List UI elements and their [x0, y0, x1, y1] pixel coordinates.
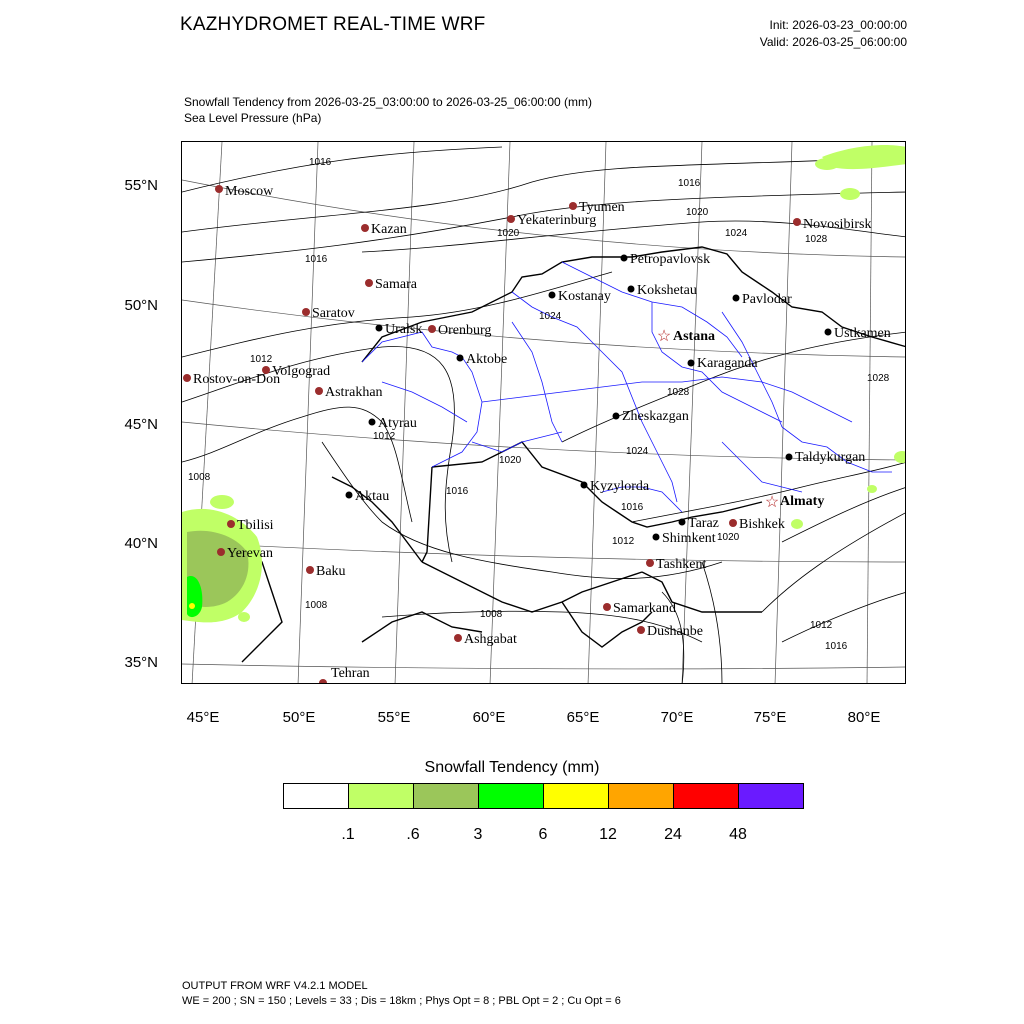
city-label: Saratov: [312, 306, 355, 321]
legend-colorbar: [283, 783, 804, 809]
svg-text:1020: 1020: [686, 207, 709, 218]
city-label: Ustkamen: [834, 326, 891, 341]
tbilisi-marker: [227, 520, 235, 528]
city-label: Tashkent: [656, 557, 707, 572]
svg-text:1020: 1020: [497, 228, 520, 239]
map-canvas: [182, 142, 906, 684]
rostov-marker: [183, 374, 191, 382]
lon-label: 45°E: [186, 709, 220, 726]
svg-text:1012: 1012: [810, 620, 833, 631]
saratov-marker: [302, 308, 310, 316]
city-label: Samarkand: [613, 601, 676, 616]
kazan-marker: [361, 224, 369, 232]
city-label: Bishkek: [739, 517, 785, 532]
lon-label: 55°E: [377, 709, 411, 726]
city-label: Kyzylorda: [590, 479, 650, 494]
lat-label: 50°N: [124, 297, 158, 314]
footer-config: WE = 200 ; SN = 150 ; Levels = 33 ; Dis = 18km ; Phys Opt = 8 ; PBL Opt = 2 ; Cu Opt = 6: [182, 995, 621, 1007]
moscow-marker: [215, 185, 223, 193]
city-label: Pavlodar: [742, 292, 792, 307]
legend-tick: 3: [473, 826, 483, 843]
city-label: Aktau: [355, 489, 390, 504]
city-label: Astana: [673, 329, 716, 344]
city-label: Aktobe: [466, 352, 508, 367]
legend-swatch: [284, 784, 349, 808]
city-label: Orenburg: [438, 323, 492, 338]
svg-text:1008: 1008: [305, 600, 328, 611]
tyumen-marker: [569, 202, 577, 210]
city-label: Petropavlovsk: [630, 252, 711, 267]
city-label: Karaganda: [697, 356, 758, 371]
lon-label: 70°E: [660, 709, 694, 726]
svg-text:1028: 1028: [805, 234, 828, 245]
yerevan-marker: [217, 548, 225, 556]
lat-label: 40°N: [124, 535, 158, 552]
city-label: Samara: [375, 277, 417, 292]
subtitle-pressure: Sea Level Pressure (hPa): [184, 111, 322, 125]
city-label: Tehran: [331, 666, 370, 681]
city-label: Tbilisi: [237, 518, 274, 533]
city-label: Moscow: [225, 184, 274, 199]
footer-model: OUTPUT FROM WRF V4.2.1 MODEL: [182, 980, 368, 992]
legend-swatch: [349, 784, 414, 808]
legend-tick: 24: [664, 826, 682, 843]
city-label: Atyrau: [378, 416, 417, 431]
svg-text:1020: 1020: [717, 532, 740, 543]
almaty-star-icon: ☆: [764, 494, 780, 511]
svg-text:1024: 1024: [725, 228, 748, 239]
legend-tick: 48: [729, 826, 747, 843]
baku-marker: [306, 566, 314, 574]
novosibirsk-marker: [793, 218, 801, 226]
dushanbe-marker: [637, 626, 645, 634]
astrakhan-marker: [315, 387, 323, 395]
city-label: Shimkent: [662, 531, 716, 546]
legend-tick: 12: [599, 826, 617, 843]
city-label: Yekaterinburg: [517, 213, 597, 228]
lon-label: 80°E: [847, 709, 881, 726]
lat-label: 35°N: [124, 654, 158, 671]
city-markers: [183, 185, 832, 684]
lat-label: 45°N: [124, 416, 158, 433]
legend-swatch: [609, 784, 674, 808]
ashgabat-marker: [454, 634, 462, 642]
bishkek-marker: [729, 519, 737, 527]
map-panel: [181, 141, 906, 684]
lon-label: 60°E: [472, 709, 506, 726]
page-title: KAZHYDROMET REAL-TIME WRF: [180, 14, 486, 35]
legend-swatch: [414, 784, 479, 808]
svg-text:1020: 1020: [499, 455, 522, 466]
city-label: Dushanbe: [647, 624, 703, 639]
city-label: Baku: [316, 564, 346, 579]
city-label: Novosibirsk: [803, 217, 872, 232]
svg-text:1016: 1016: [446, 486, 469, 497]
city-label: Tyumen: [579, 200, 625, 215]
svg-text:1028: 1028: [867, 373, 890, 384]
svg-text:1012: 1012: [373, 431, 396, 442]
city-label: Almaty: [780, 494, 825, 509]
legend-tick: .6: [406, 826, 420, 843]
astana-star-icon: ☆: [656, 328, 672, 345]
svg-text:1008: 1008: [188, 472, 211, 483]
tehran-marker: [319, 679, 327, 684]
legend-swatch: [479, 784, 544, 808]
valid-time: Valid: 2026-03-25_06:00:00: [759, 35, 907, 49]
city-label: Taraz: [688, 516, 719, 531]
svg-text:1016: 1016: [305, 254, 328, 265]
svg-text:1012: 1012: [250, 354, 273, 365]
city-label: Uralsk: [385, 322, 423, 337]
svg-text:1016: 1016: [621, 502, 644, 513]
lat-label: 55°N: [124, 177, 158, 194]
svg-text:1024: 1024: [626, 446, 649, 457]
svg-text:1024: 1024: [539, 311, 562, 322]
svg-text:1012: 1012: [612, 536, 635, 547]
isobar-labels: [188, 157, 890, 652]
city-label: Kokshetau: [637, 283, 697, 298]
city-label: Zheskazgan: [622, 409, 689, 424]
legend-swatch: [674, 784, 739, 808]
city-label: Rostov-on-Don: [193, 372, 281, 387]
lon-label: 75°E: [753, 709, 787, 726]
legend-swatch: [544, 784, 609, 808]
subtitle-snowfall: Snowfall Tendency from 2026-03-25_03:00:00 to 2026-03-25_06:00:00 (mm): [184, 95, 593, 109]
city-label: Taldykurgan: [795, 450, 866, 465]
svg-text:1016: 1016: [309, 157, 332, 168]
legend-title: Snowfall Tendency (mm): [424, 759, 600, 776]
regional-borders: [362, 262, 892, 512]
lon-label: 65°E: [566, 709, 600, 726]
lon-label: 50°E: [282, 709, 316, 726]
orenburg-marker: [428, 325, 436, 333]
svg-text:1016: 1016: [825, 641, 848, 652]
city-label: Kazan: [371, 222, 407, 237]
city-label: Astrakhan: [325, 385, 383, 400]
city-label: Ashgabat: [464, 632, 517, 647]
legend-tick: .1: [341, 826, 355, 843]
city-label: Volgograd: [272, 364, 331, 379]
city-label: Kostanay: [558, 289, 611, 304]
legend-swatch: [739, 784, 803, 808]
svg-text:1016: 1016: [678, 178, 701, 189]
city-label: Yerevan: [227, 546, 274, 561]
samara-marker: [365, 279, 373, 287]
svg-text:1008: 1008: [480, 609, 503, 620]
svg-text:1028: 1028: [667, 387, 690, 398]
yekaterinburg-marker: [507, 215, 515, 223]
legend-tick: 6: [538, 826, 548, 843]
init-time: Init: 2026-03-23_00:00:00: [769, 18, 907, 32]
tashkent-marker: [646, 559, 654, 567]
samarkand-marker: [603, 603, 611, 611]
